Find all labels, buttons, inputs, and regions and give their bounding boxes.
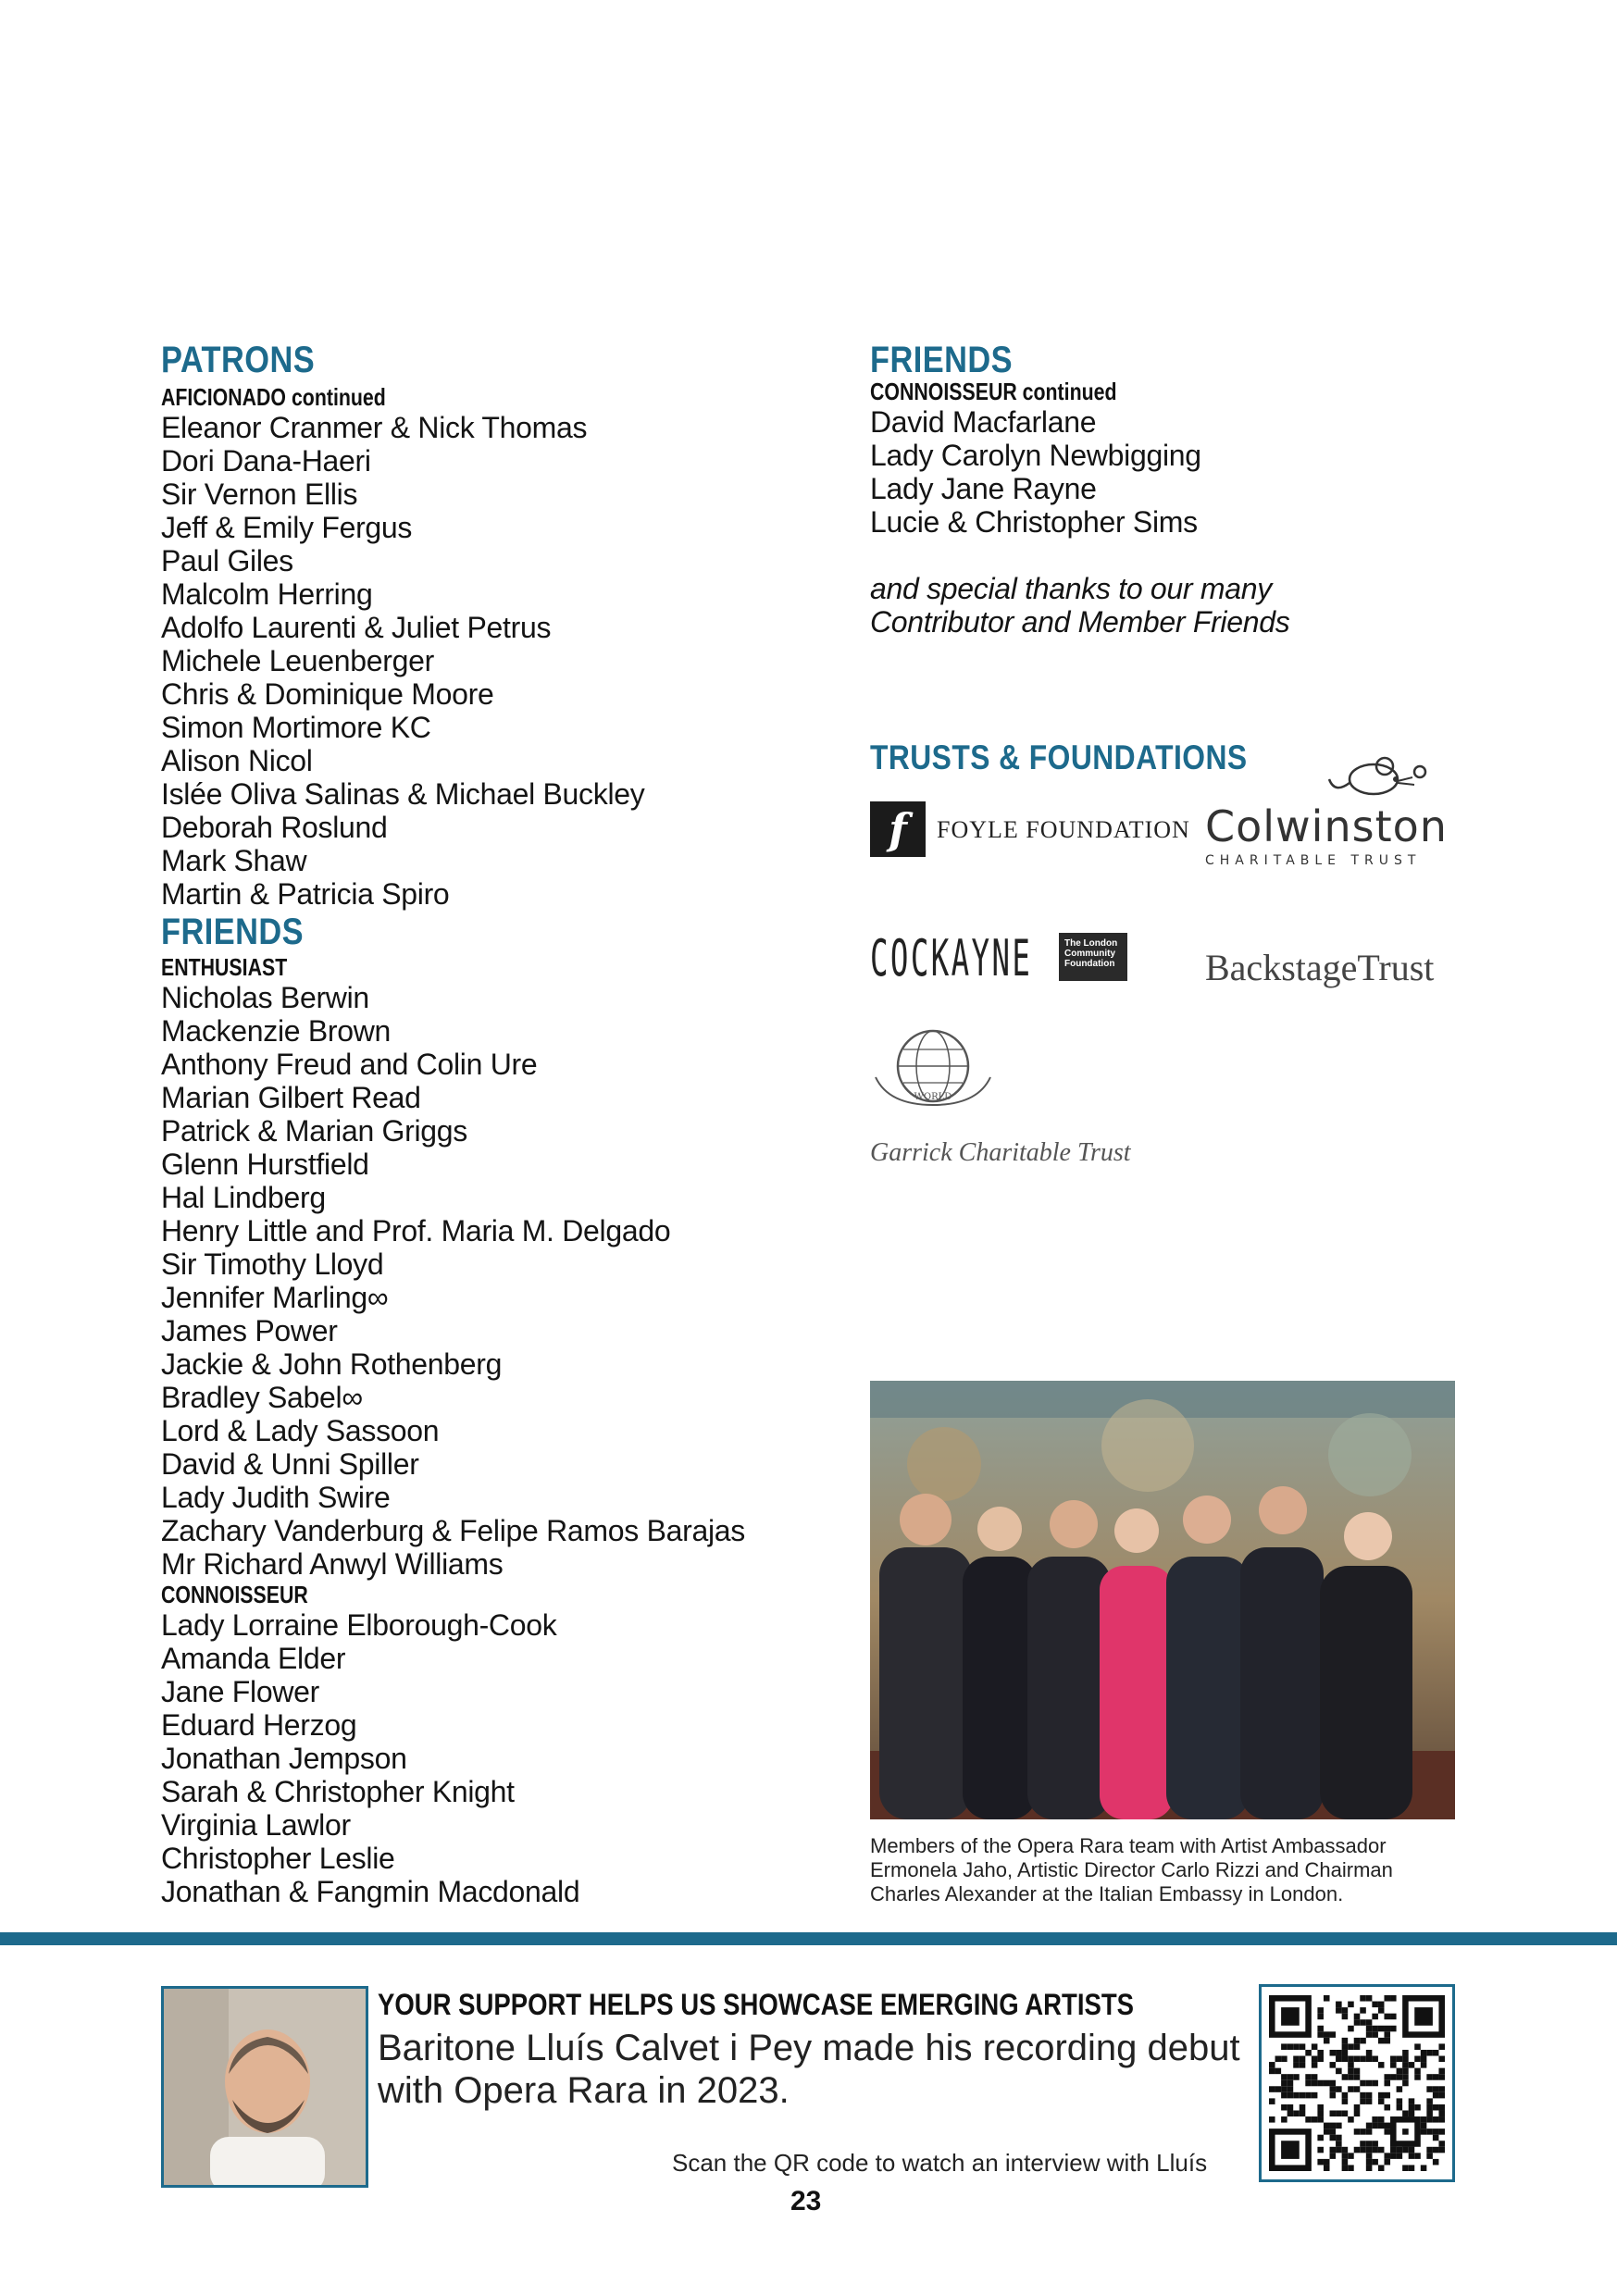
list-item: Jane Flower [161,1675,319,1708]
list-item: Lady Judith Swire [161,1481,391,1514]
enthusiast-label: ENTHUSIAST [161,953,288,981]
page-number: 23 [790,2186,822,2216]
list-item: Zachary Vanderburg & Felipe Ramos Barajas [161,1514,745,1547]
qr-code[interactable] [1259,1984,1455,2182]
support-heading: YOUR SUPPORT HELPS US SHOWCASE EMERGING ARTISTS [378,1988,1135,2021]
list-item: Henry Little and Prof. Maria M. Delgado [161,1214,671,1247]
list-item: Lucie & Christopher Sims [870,505,1198,539]
colwinston-subtext: CHARITABLE TRUST [1205,853,1422,868]
list-item: Marian Gilbert Read [161,1081,421,1114]
list-item: Jonathan & Fangmin Macdonald [161,1875,580,1908]
list-item: Eleanor Cranmer & Nick Thomas [161,411,588,444]
artist-portrait-image [164,1989,366,2185]
cockayne-text: COCKAYNE [870,929,1033,987]
list-item: Adolfo Laurenti & Juliet Petrus [161,611,552,644]
list-item: Chris & Dominique Moore [161,677,494,711]
list-item: Lord & Lady Sassoon [161,1414,440,1447]
list-item: Martin & Patricia Spiro [161,877,450,911]
list-item: Amanda Elder [161,1642,346,1675]
list-item: Malcolm Herring [161,577,373,611]
list-item: Paul Giles [161,544,293,577]
foyle-foundation-logo [870,801,1190,859]
list-item: Mr Richard Anwyl Williams [161,1547,504,1581]
thanks-line-1: and special thanks to our many [870,572,1272,605]
garrick-trust-text: Garrick Charitable Trust [870,1138,1131,1167]
aficionado-label: AFICIONADO continued [161,383,386,411]
list-item: Jonathan Jempson [161,1742,407,1775]
list-item: Anthony Freud and Colin Ure [161,1048,538,1081]
list-item: James Power [161,1314,338,1347]
trusts-heading: TRUSTS & FOUNDATIONS [870,738,1248,776]
list-item: Jackie & John Rothenberg [161,1347,503,1381]
support-body: Baritone Lluís Calvet i Pey made his recording debut with Opera Rara in 2023. [378,2028,1240,2111]
list-item: David & Unni Spiller [161,1447,419,1481]
connoisseur-continued-label: CONNOISSEUR continued [870,378,1117,405]
foyle-foundation-text: FOYLE FOUNDATION [937,816,1190,843]
backstage-trust-logo [1205,946,1434,989]
list-item: Islée Oliva Salinas & Michael Buckley [161,777,645,811]
list-item: Alison Nicol [161,744,313,777]
patrons-heading: PATRONS [161,340,316,380]
list-item: Christopher Leslie [161,1842,395,1875]
list-item: Michele Leuenberger [161,644,434,677]
friends-heading: FRIENDS [161,912,305,952]
garrick-seal-text: WORLD [914,1092,952,1102]
aficionado-list [161,411,864,911]
divider-rule [0,1932,1617,1945]
list-item: Simon Mortimore KC [161,711,431,744]
right-column [870,339,1462,639]
foyle-mark: f [870,801,926,857]
team-photo-image [870,1381,1455,1819]
list-item: Mark Shaw [161,844,307,877]
list-item: Jennifer Marling∞ [161,1281,389,1314]
left-column [161,339,864,1908]
list-item: Nicholas Berwin [161,981,369,1014]
backstage-trust-text: BackstageTrust [1205,947,1435,988]
connoisseur-label: CONNOISSEUR [161,1581,308,1608]
thanks-line-2: Contributor and Member Friends [870,605,1290,639]
friends-heading-right: FRIENDS [870,340,1014,380]
colwinston-text: Colwinston [1205,801,1448,851]
list-item: Deborah Roslund [161,811,388,844]
enthusiast-list [161,981,864,1581]
colwinston-logo [1205,751,1474,872]
london-community-foundation-badge: The London Community Foundation [1059,933,1127,981]
list-item: Lady Jane Rayne [870,472,1097,505]
list-item: David Macfarlane [870,405,1097,439]
qr-code-icon [1269,1994,1445,2172]
list-item: Patrick & Marian Griggs [161,1114,467,1148]
globe-seal-icon [870,1022,1000,1114]
photo-caption: Members of the Opera Rara team with Artist Ambassador Ermonela Jaho, Artistic Director Carlo Rizzi and Chairman Charles Alexander at the Italian Embassy in London. [870,1834,1393,1905]
connoisseur-continued-list [870,405,1462,539]
list-item: Jeff & Emily Fergus [161,511,413,544]
list-item: Eduard Herzog [161,1708,357,1742]
list-item: Mackenzie Brown [161,1014,392,1048]
garrick-trust-logo [870,1022,1148,1179]
mouse-icon [1327,751,1429,803]
scan-instruction: Scan the QR code to watch an interview with Lluís [672,2149,1208,2177]
list-item: Sir Timothy Lloyd [161,1247,384,1281]
list-item: Sir Vernon Ellis [161,478,358,511]
artist-portrait [161,1986,368,2188]
connoisseur-list [161,1608,864,1908]
list-item: Hal Lindberg [161,1181,326,1214]
list-item: Glenn Hurstfield [161,1148,369,1181]
list-item: Lady Carolyn Newbigging [870,439,1201,472]
list-item: Dori Dana-Haeri [161,444,371,478]
list-item: Bradley Sabel∞ [161,1381,363,1414]
list-item: Sarah & Christopher Knight [161,1775,515,1808]
list-item: Lady Lorraine Elborough-Cook [161,1608,557,1642]
cockayne-logo [870,929,1148,988]
list-item: Virginia Lawlor [161,1808,351,1842]
team-photo [870,1381,1455,1819]
